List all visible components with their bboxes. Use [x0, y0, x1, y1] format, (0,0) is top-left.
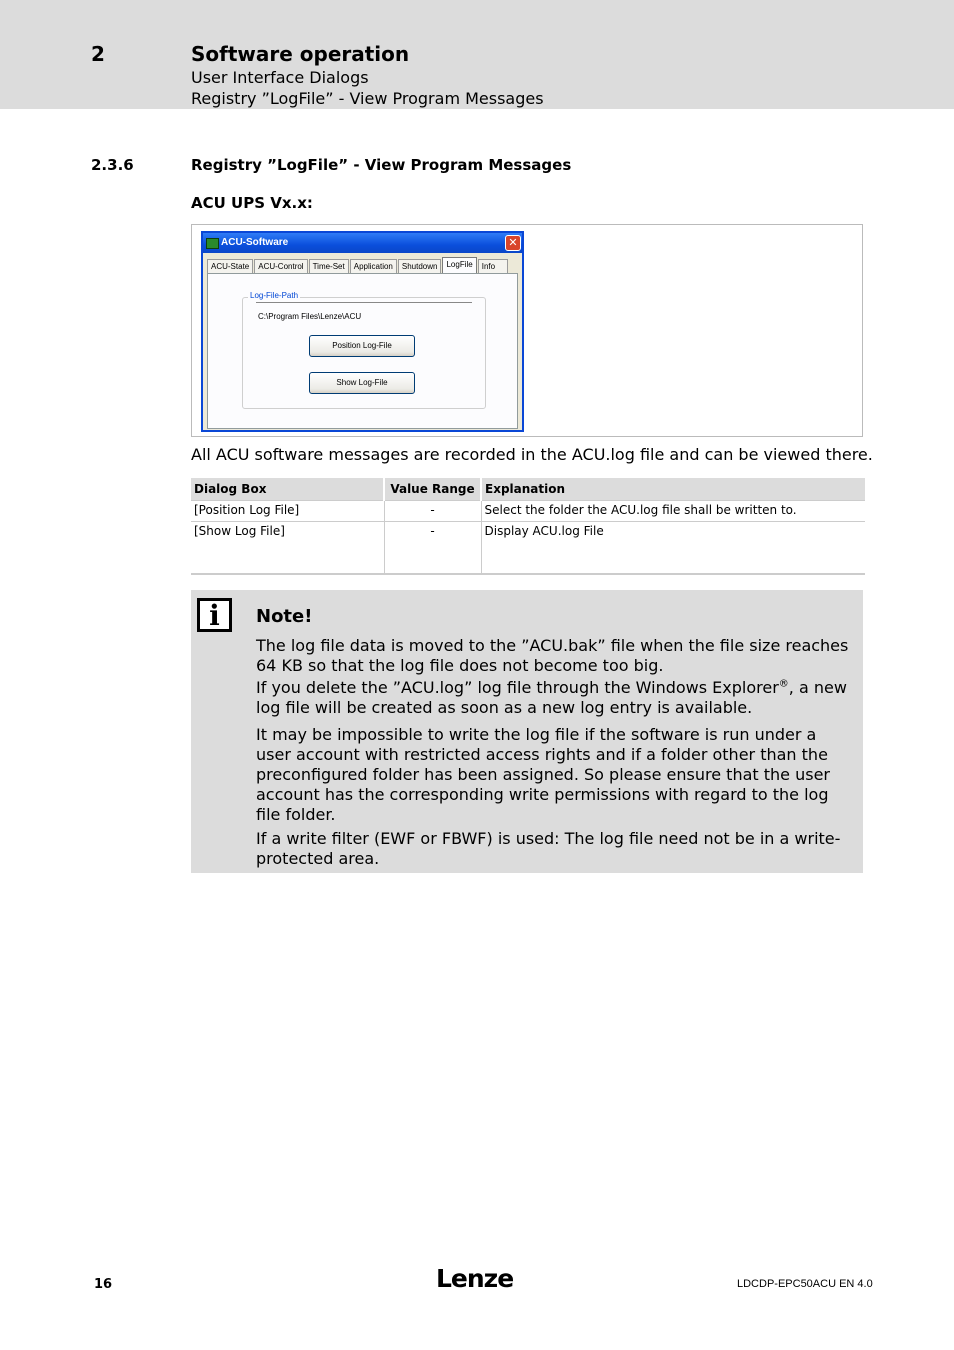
- note-paragraph: If a write filter (EWF or FBWF) is used: The log file need not be in a write-protected area.: [256, 829, 841, 868]
- table-row: [191, 501, 865, 522]
- tab-info[interactable]: Info: [478, 259, 508, 274]
- tab-strip: [207, 257, 509, 273]
- note-paragraph: It may be impossible to write the log file if the software is run under a user account with restricted access rights and if a folder other than the preconfigured folder has been assigned. So please ensure that the user account has the corresponding write permissions with regard to the log file folder.: [256, 725, 830, 824]
- table-header: Dialog Box: [191, 478, 384, 501]
- header-subtitle-1: User Interface Dialogs: [191, 68, 369, 87]
- info-icon-glyph: i: [209, 599, 220, 632]
- tab-acu-state[interactable]: ACU-State: [207, 259, 253, 274]
- table-row: [191, 522, 865, 575]
- table-header: Explanation: [481, 478, 865, 501]
- note-paragraph: [256, 678, 854, 718]
- path-underline: [256, 302, 472, 303]
- position-log-file-button[interactable]: Position Log-File: [309, 335, 415, 357]
- note-text: If you delete the ”ACU.log” log file through the Windows Explorer: [256, 678, 779, 697]
- table-header-row: [191, 478, 865, 501]
- window-title: ACU-Software: [221, 237, 289, 248]
- registered-mark: ®: [778, 678, 789, 690]
- acu-software-window: [201, 231, 524, 432]
- note-paragraph: The log file data is moved to the ”ACU.bak” file when the file size reaches 64 KB so that the log file does not become too big.: [256, 636, 849, 675]
- lenze-logo: Lenze: [436, 1264, 514, 1293]
- section-number: 2.3.6: [91, 156, 134, 174]
- chapter-number: 2: [91, 42, 105, 66]
- table-cell: -: [384, 501, 481, 522]
- window-titlebar[interactable]: [203, 233, 522, 253]
- log-file-path-value: C:\Program Files\Lenze\ACU: [258, 312, 362, 321]
- header-subtitle-2: Registry ”LogFile” - View Program Messages: [191, 89, 544, 108]
- close-icon[interactable]: ✕: [505, 235, 521, 251]
- description-text: All ACU software messages are recorded in the ACU.log file and can be viewed there.: [191, 445, 873, 464]
- table-cell: [Show Log File]: [191, 522, 384, 575]
- tab-time-set[interactable]: Time-Set: [309, 259, 349, 274]
- page-number: 16: [94, 1277, 113, 1292]
- info-icon: [197, 598, 232, 632]
- tab-application[interactable]: Application: [350, 259, 397, 274]
- logfile-tab-panel: [207, 273, 518, 429]
- tab-logfile[interactable]: LogFile: [442, 257, 476, 274]
- tab-acu-control[interactable]: ACU-Control: [254, 259, 307, 274]
- document-code: LDCDP-EPC50ACU EN 4.0: [737, 1278, 873, 1290]
- table-header: Value Range: [384, 478, 481, 501]
- show-log-file-button[interactable]: Show Log-File: [309, 372, 415, 394]
- tab-shutdown[interactable]: Shutdown: [398, 259, 442, 274]
- note-title: Note!: [256, 606, 313, 627]
- dialog-table: [191, 478, 865, 575]
- note-text: , a new log file will be created as soon as a new log entry is available.: [256, 678, 847, 717]
- table-cell: Select the folder the ACU.log file shall be written to.: [481, 501, 865, 522]
- table-cell: Display ACU.log File: [481, 522, 865, 575]
- app-icon: [206, 238, 219, 249]
- group-label: Log-File-Path: [250, 291, 299, 300]
- note-box: [191, 590, 863, 873]
- table-cell: -: [384, 522, 481, 575]
- section-subheading: ACU UPS Vx.x:: [191, 194, 313, 212]
- table-cell: [Position Log File]: [191, 501, 384, 522]
- section-title: Registry ”LogFile” - View Program Messages: [191, 156, 572, 174]
- chapter-title: Software operation: [191, 42, 410, 66]
